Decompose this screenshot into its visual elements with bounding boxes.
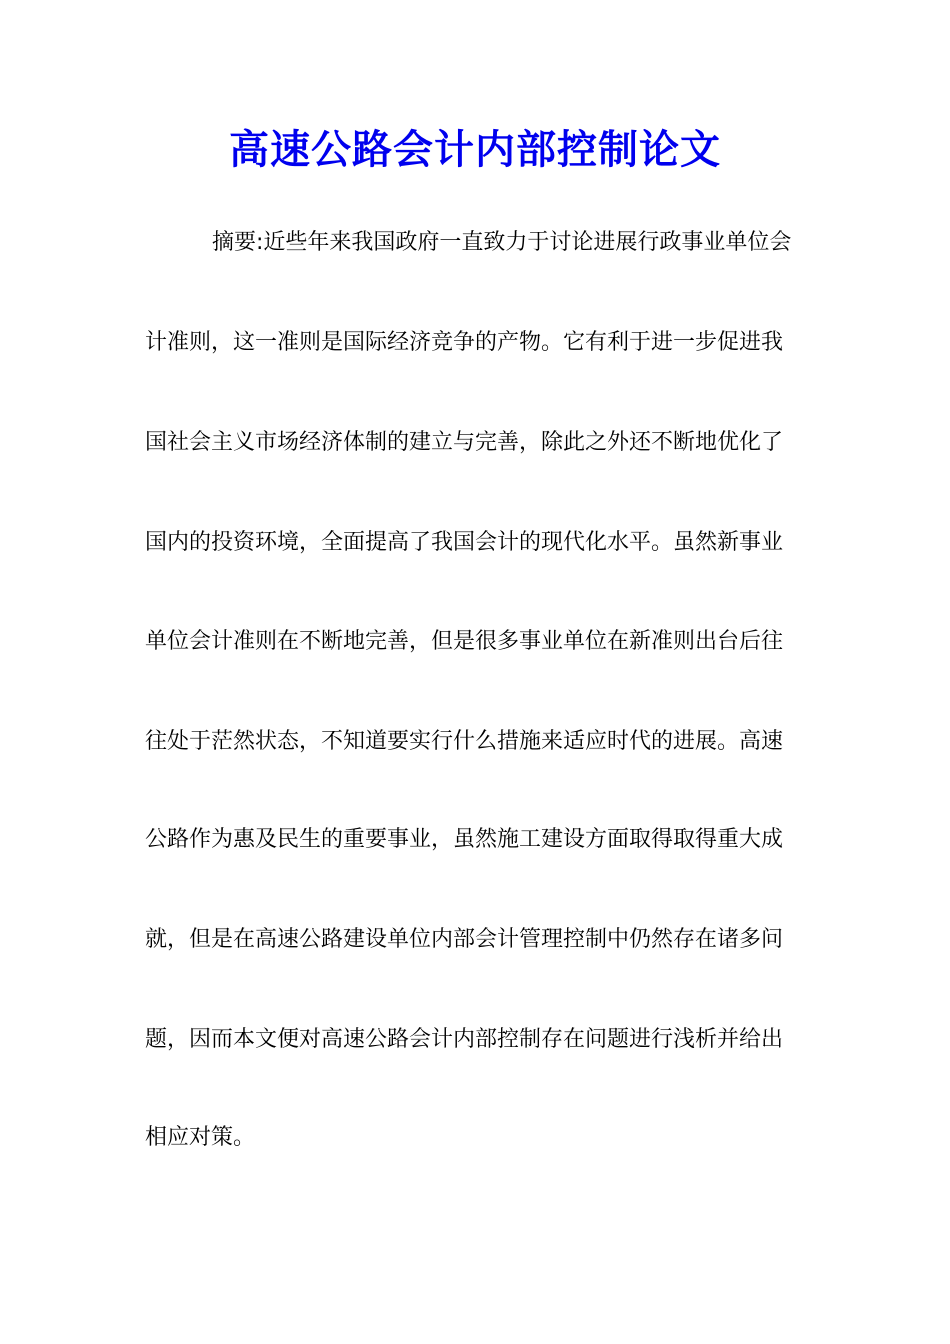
abstract-line-3: 国社会主义市场经济体制的建立与完善，除此之外还不断地优化了	[145, 430, 784, 455]
abstract-line-10: 相应对策。	[145, 1125, 256, 1150]
abstract-line-2: 计准则，这一准则是国际经济竞争的产物。它有利于进一步促进我	[145, 330, 784, 355]
abstract-line-5: 单位会计准则在不断地完善，但是很多事业单位在新准则出台后往	[145, 629, 784, 654]
abstract-line-9: 题，因而本文便对高速公路会计内部控制存在问题进行浅析并给出	[145, 1027, 784, 1052]
abstract-line-1: 摘要:近些年来我国政府一直致力于讨论进展行政事业单位会	[212, 230, 792, 255]
abstract-line-4: 国内的投资环境，全面提高了我国会计的现代化水平。虽然新事业	[145, 530, 784, 555]
document-title: 高速公路会计内部控制论文	[229, 126, 721, 173]
abstract-line-8: 就，但是在高速公路建设单位内部会计管理控制中仍然存在诸多问	[145, 927, 784, 952]
abstract-line-7: 公路作为惠及民生的重要事业，虽然施工建设方面取得取得重大成	[145, 827, 784, 852]
abstract-line-6: 往处于茫然状态，不知道要实行什么措施来适应时代的进展。高速	[145, 729, 784, 754]
